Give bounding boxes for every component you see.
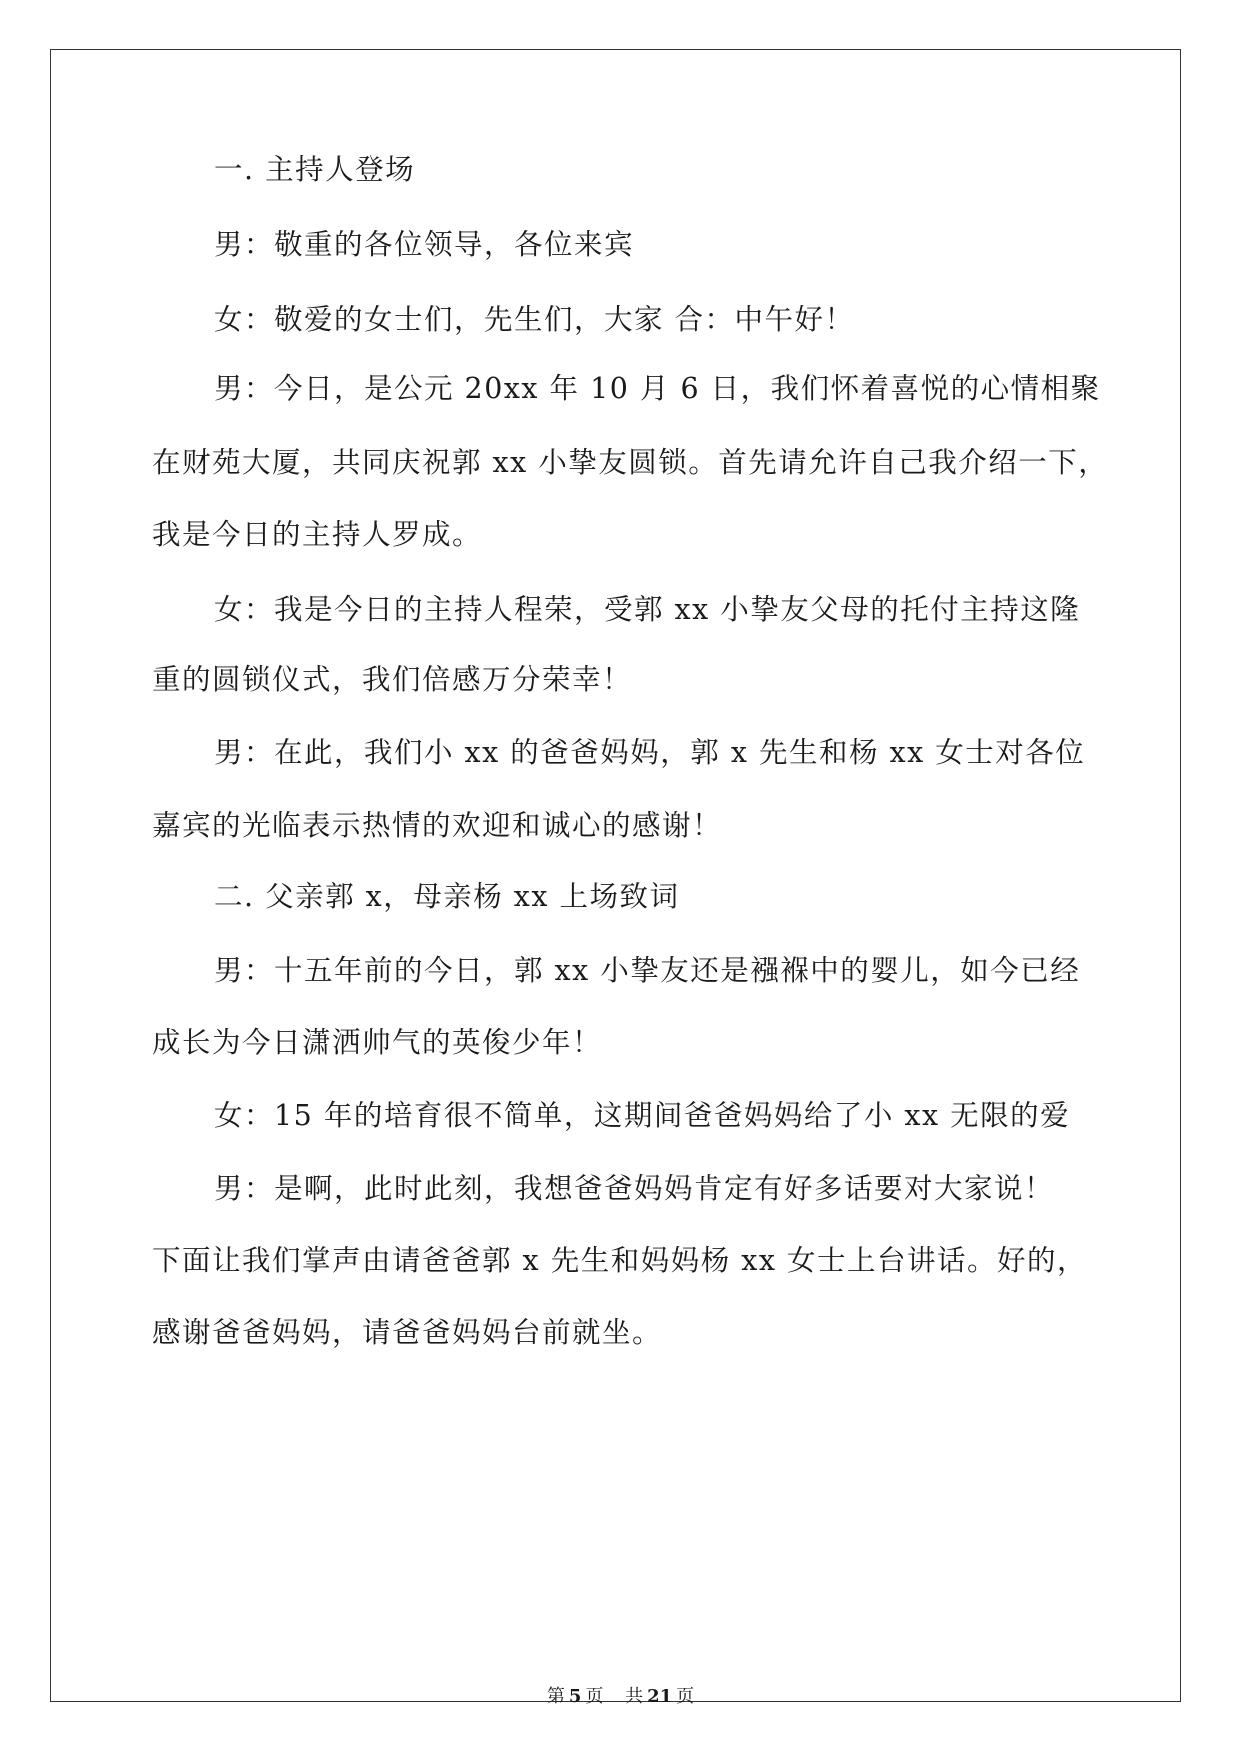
paragraph-line: 女：敬爱的女士们，先生们，大家 合：中午好！ (214, 303, 855, 336)
paragraph-line: 在财苑大厦，共同庆祝郭 xx 小挚友圆锁。首先请允许自己我介绍一下， (152, 446, 1109, 479)
paragraph-line: 男：在此，我们小 xx 的爸爸妈妈，郭 x 先生和杨 xx 女士对各位 (214, 736, 1086, 769)
paragraph-line: 下面让我们掌声由请爸爸郭 x 先生和妈妈杨 xx 女士上台讲话。好的， (152, 1244, 1087, 1277)
page-total: 共 21 页 (625, 1686, 695, 1707)
paragraph-line: 成长为今日潇洒帅气的英俊少年！ (152, 1026, 603, 1059)
page-border (50, 49, 1181, 1702)
paragraph-line: 嘉宾的光临表示热情的欢迎和诚心的感谢！ (152, 809, 723, 842)
paragraph-line: 感谢爸爸妈妈，请爸爸妈妈台前就坐。 (152, 1316, 663, 1349)
paragraph-line: 男：敬重的各位领导，各位来宾 (214, 228, 635, 261)
paragraph-line: 男：十五年前的今日，郭 xx 小挚友还是襁褓中的婴儿，如今已经 (214, 954, 1081, 987)
paragraph-line: 我是今日的主持人罗成。 (152, 518, 483, 551)
paragraph-line: 女：15 年的培育很不简单，这期间爸爸妈妈给了小 xx 无限的爱 (214, 1099, 1071, 1132)
paragraph-line: 男：是啊，此时此刻，我想爸爸妈妈肯定有好多话要对大家说！ (214, 1172, 1055, 1205)
paragraph-line: 男：今日，是公元 20xx 年 10 月 6 日，我们怀着喜悦的心情相聚 (214, 372, 1101, 405)
paragraph-line: 重的圆锁仪式，我们倍感万分荣幸！ (152, 663, 633, 696)
page-number: 第 5 页 (546, 1686, 604, 1707)
section-heading: 一. 主持人登场 (214, 153, 416, 186)
page-footer (0, 1685, 1241, 1709)
paragraph-line: 女：我是今日的主持人程荣，受郭 xx 小挚友父母的托付主持这隆 (214, 593, 1081, 626)
section-heading: 二. 父亲郭 x，母亲杨 xx 上场致词 (214, 880, 680, 913)
